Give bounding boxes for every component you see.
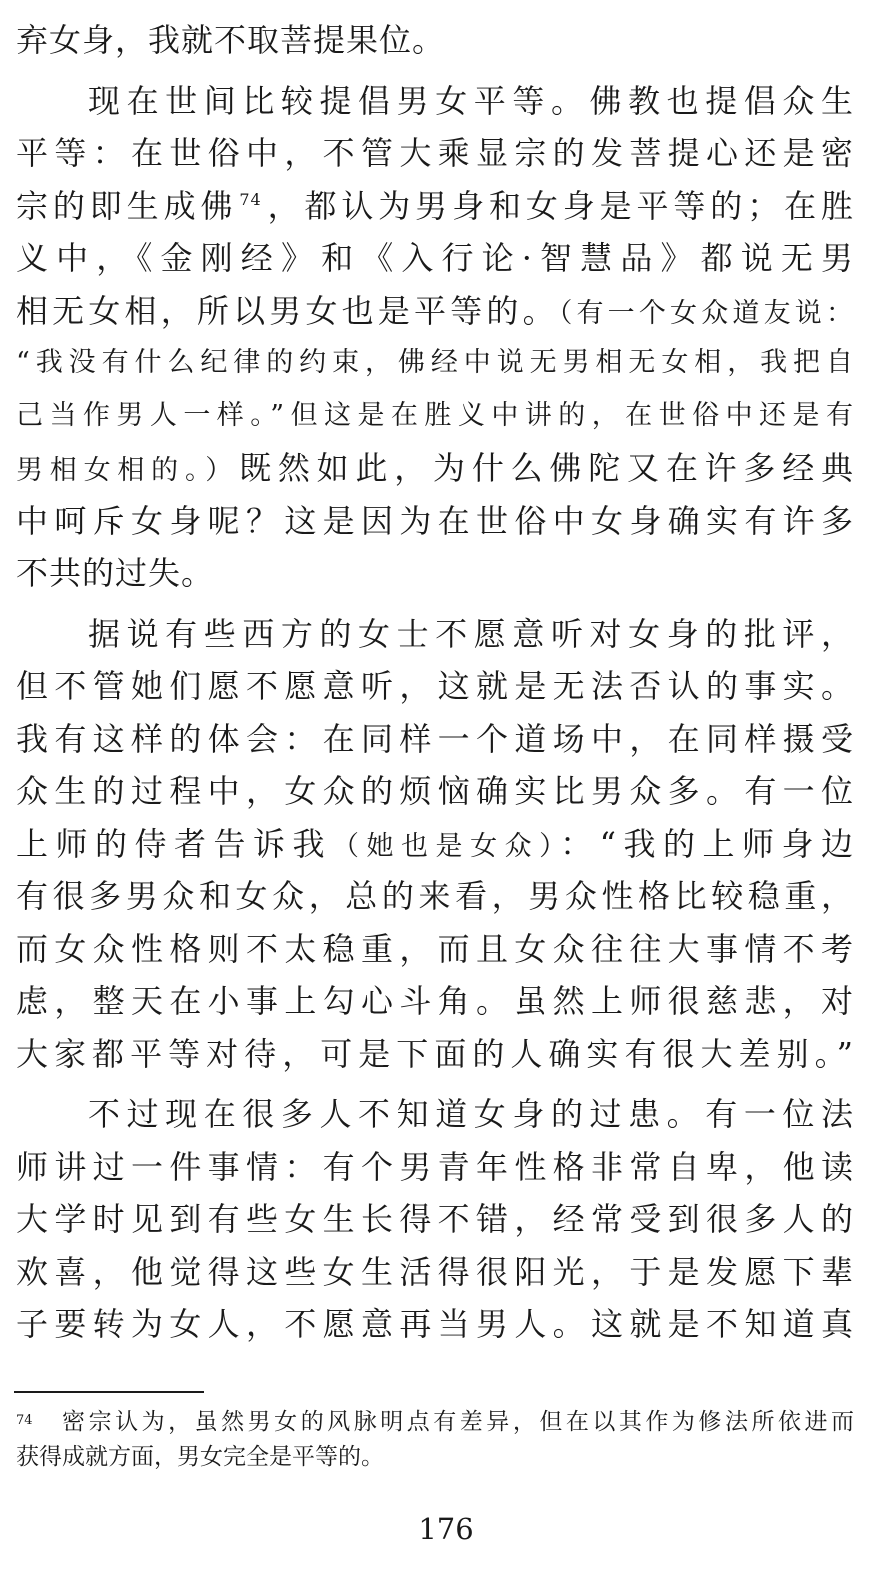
aside-text: （有一个女众道友说： xyxy=(558,297,854,329)
text-line: 有很多男众和女众，总的来看，男众性格比较稳重， xyxy=(16,877,854,915)
text-line: 我有这样的体会：在同样一个道场中，在同样摄受 xyxy=(16,719,854,758)
text-segment: ，都认为男身和女身是平等的；在胜 xyxy=(263,186,854,225)
footnote-number: 74 xyxy=(16,1413,33,1428)
text-line: 据说有些西方的女士不愿意听对女身的批评， xyxy=(88,614,854,653)
text-line: 弃女身，我就不取菩提果位。 xyxy=(16,21,446,59)
footnote-line: 获得成就方面，男女完全是平等的。 xyxy=(16,1444,384,1470)
footnote-text: 密宗认为，虽然男女的风脉明点有差异，但在以其作为修法所依进而 xyxy=(58,1409,854,1435)
text-segment: 相无女相，所以男女也是平等的。 xyxy=(16,291,559,330)
aside-text: 男相女相的。） xyxy=(16,455,240,486)
text-line: 不共的过失。 xyxy=(16,554,215,592)
page-number: 176 xyxy=(418,1512,474,1546)
text-line: 大家都平等对待，可是下面的人确实有很大差别。” xyxy=(16,1034,854,1073)
text-line xyxy=(16,818,854,871)
aside-text: （她也是女众） xyxy=(332,830,561,862)
aside-line: “我没有什么纪律的约束，佛经中说无男相无女相，我把自 xyxy=(16,347,854,378)
text-segment: ：“我的上师身边 xyxy=(560,824,854,863)
text-line: 义中，《金刚经》和《入行论·智慧品》都说无男 xyxy=(16,239,854,277)
text-line: 而女众性格则不太稳重，而且女众往往大事情不考 xyxy=(16,929,854,968)
main-text xyxy=(16,14,854,1351)
footnote-divider xyxy=(14,1391,204,1393)
text-line: 众生的过程中，女众的烦恼确实比男众多。有一位 xyxy=(16,772,854,810)
text-segment: 既然如此，为什么佛陀又在许多经典 xyxy=(239,449,855,487)
footnote-line xyxy=(16,1405,854,1440)
text-line xyxy=(16,442,854,495)
text-line: 不过现在很多人不知道女身的过患。有一位法 xyxy=(88,1095,854,1133)
footnote-ref: 74 xyxy=(239,189,262,209)
text-line: 大学时见到有些女生长得不错，经常受到很多人的 xyxy=(16,1200,854,1238)
text-line: 虑，整天在小事上勾心斗角。虽然上师很慈悲，对 xyxy=(16,982,854,1020)
text-line: 现在世间比较提倡男女平等。佛教也提倡众生 xyxy=(88,81,854,120)
text-line: 欢喜，他觉得这些女生活得很阳光，于是发愿下辈 xyxy=(16,1252,854,1291)
text-line: 中呵斥女身呢？这是因为在世俗中女身确实有许多 xyxy=(16,501,854,540)
text-line: 师讲过一件事情：有个男青年性格非常自卑，他读 xyxy=(16,1147,854,1186)
text-line xyxy=(16,180,854,233)
text-segment: 上师的侍者告诉我 xyxy=(16,824,333,863)
text-line xyxy=(16,285,854,338)
aside-line: 己当作男人一样。”但这是在胜义中讲的，在世俗中还是有 xyxy=(16,399,854,431)
footnote xyxy=(16,1405,854,1475)
text-line: 但不管她们愿不愿意听，这就是无法否认的事实。 xyxy=(16,667,854,705)
text-line: 子要转为女人，不愿意再当男人。这就是不知道真 xyxy=(16,1305,854,1343)
text-segment: 宗的即生成佛 xyxy=(16,186,238,225)
text-line: 平等：在世俗中，不管大乘显宗的发菩提心还是密 xyxy=(16,134,854,172)
